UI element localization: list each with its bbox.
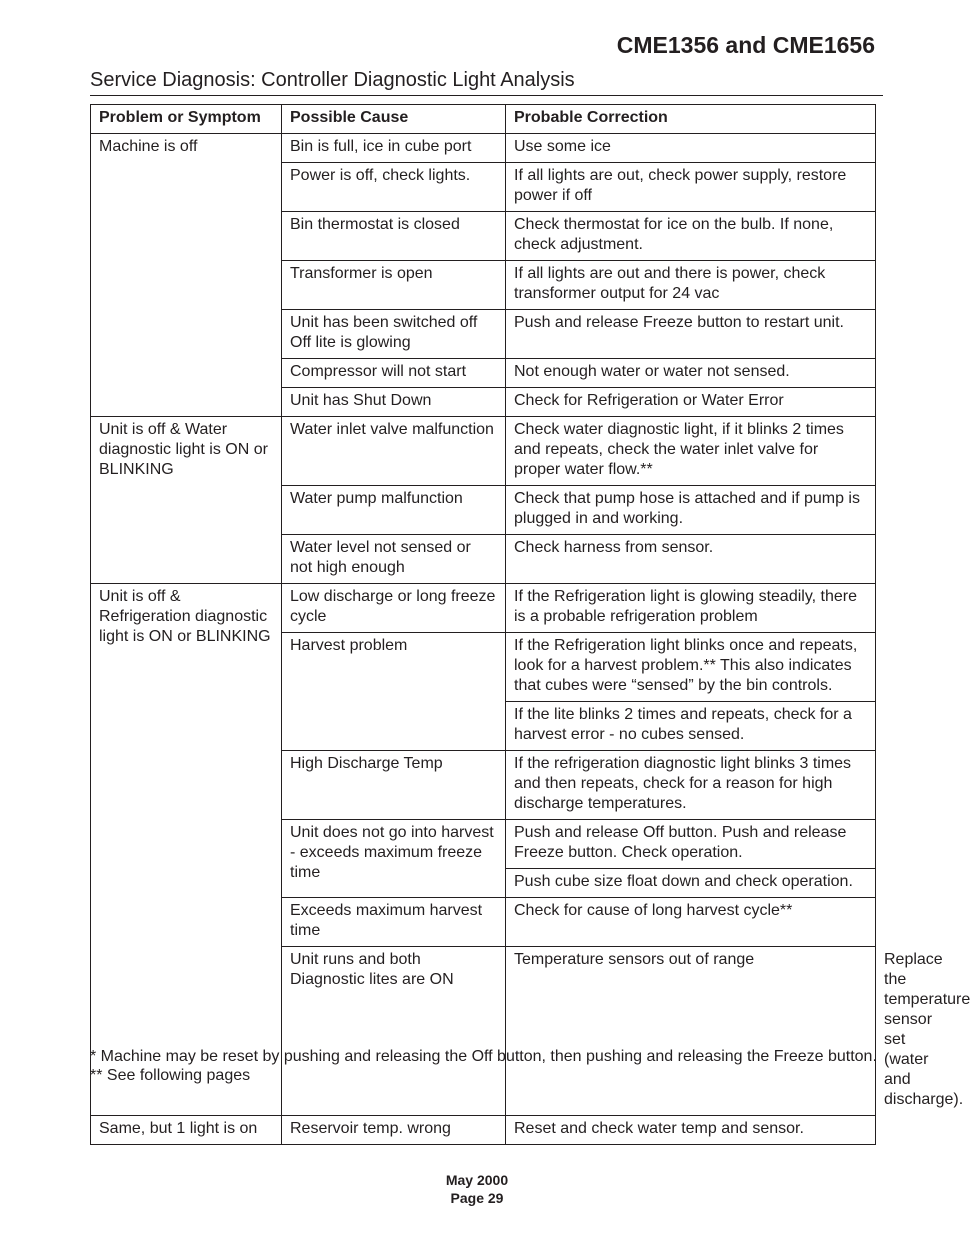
correction-cell: Check for cause of long harvest cycle** (506, 898, 876, 947)
cause-cell: Unit does not go into harvest - exceeds maximum freeze time (282, 820, 506, 898)
table-footnote: * Machine may be reset by pushing and releasing the Off button, then pushing and releasing the Freeze button. ** See following pages (90, 1048, 877, 1084)
cause-cell: Temperature sensors out of range (506, 947, 876, 1116)
table-row (91, 417, 876, 486)
cause-cell: Exceeds maximum harvest time (282, 898, 506, 947)
cause-cell: Harvest problem (282, 633, 506, 751)
correction-cell: If the lite blinks 2 times and repeats, check for a harvest error - no cubes sensed. (506, 702, 876, 751)
section-title: Service Diagnosis: Controller Diagnostic Light Analysis (90, 69, 575, 91)
correction-cell: Check water diagnostic light, if it blinks 2 times and repeats, check the water inlet valve for proper water flow.** (506, 417, 876, 486)
footer-page-number: Page 29 (450, 1190, 504, 1206)
title-divider (90, 95, 883, 96)
correction-cell: Push and release Freeze button to restart unit. (506, 310, 876, 359)
table-row: Unit runs and both Diagnostic lites are ON Temperature sensors out of range Replace the temperature sensor set (water and discharge). (91, 947, 876, 1116)
cause-cell: Unit has Shut Down (282, 388, 506, 417)
cause-cell: Water level not sensed or not high enough (282, 535, 506, 584)
correction-cell: Push and release Off button. Push and release Freeze button. Check operation. (506, 820, 876, 869)
column-header-correction: Probable Correction (506, 105, 876, 134)
cause-cell: Unit has been switched off Off lite is glowing (282, 310, 506, 359)
correction-cell: If all lights are out, check power supply, restore power if off (506, 163, 876, 212)
cause-cell: Water pump malfunction (282, 486, 506, 535)
correction-cell: Check thermostat for ice on the bulb. If none, check adjustment. (506, 212, 876, 261)
correction-cell: Check that pump hose is attached and if pump is plugged in and working. (506, 486, 876, 535)
cause-cell: Bin is full, ice in cube port (282, 134, 506, 163)
problem-cell: Unit is off & Refrigeration diagnostic light is ON or BLINKING (91, 584, 282, 1116)
correction-cell: If the Refrigeration light blinks once and repeats, look for a harvest problem.** This also indicates that cubes were “sensed” by the bin controls. (506, 633, 876, 702)
diagnosis-table (90, 104, 970, 1145)
cause-cell: Compressor will not start (282, 359, 506, 388)
column-header-cause: Possible Cause (282, 105, 506, 134)
table-row (91, 584, 876, 633)
document-title: CME1356 and CME1656 (616, 32, 875, 58)
table-row (91, 1116, 876, 1145)
correction-cell: If the refrigeration diagnostic light blinks 3 times and then repeats, check for a reason for high discharge temperatures. (506, 751, 876, 820)
problem-cell: Unit is off & Water diagnostic light is ON or BLINKING (91, 417, 282, 584)
correction-cell: Push cube size float down and check operation. (506, 869, 876, 898)
problem-cell: Unit runs and both Diagnostic lites are ON (282, 947, 506, 1116)
correction-cell: Reset and check water temp and sensor. (506, 1116, 876, 1145)
cause-cell: Water inlet valve malfunction (282, 417, 506, 486)
correction-cell: Use some ice (506, 134, 876, 163)
correction-cell: If the Refrigeration light is glowing steadily, there is a probable refrigeration problem (506, 584, 876, 633)
cause-cell: High Discharge Temp (282, 751, 506, 820)
correction-cell: If all lights are out and there is power, check transformer output for 24 vac (506, 261, 876, 310)
correction-cell: Not enough water or water not sensed. (506, 359, 876, 388)
cause-cell: Transformer is open (282, 261, 506, 310)
table-row (91, 134, 876, 163)
footer-date: May 2000 (445, 1172, 509, 1188)
table-header-row (91, 105, 876, 134)
cause-cell: Power is off, check lights. (282, 163, 506, 212)
column-header-problem: Problem or Symptom (91, 105, 282, 134)
correction-cell: Check for Refrigeration or Water Error (506, 388, 876, 417)
cause-cell: Bin thermostat is closed (282, 212, 506, 261)
cause-cell: Low discharge or long freeze cycle (282, 584, 506, 633)
problem-cell: Same, but 1 light is on (91, 1116, 282, 1145)
problem-cell: Machine is off (91, 134, 282, 417)
cause-cell: Reservoir temp. wrong (282, 1116, 506, 1145)
correction-cell: Check harness from sensor. (506, 535, 876, 584)
